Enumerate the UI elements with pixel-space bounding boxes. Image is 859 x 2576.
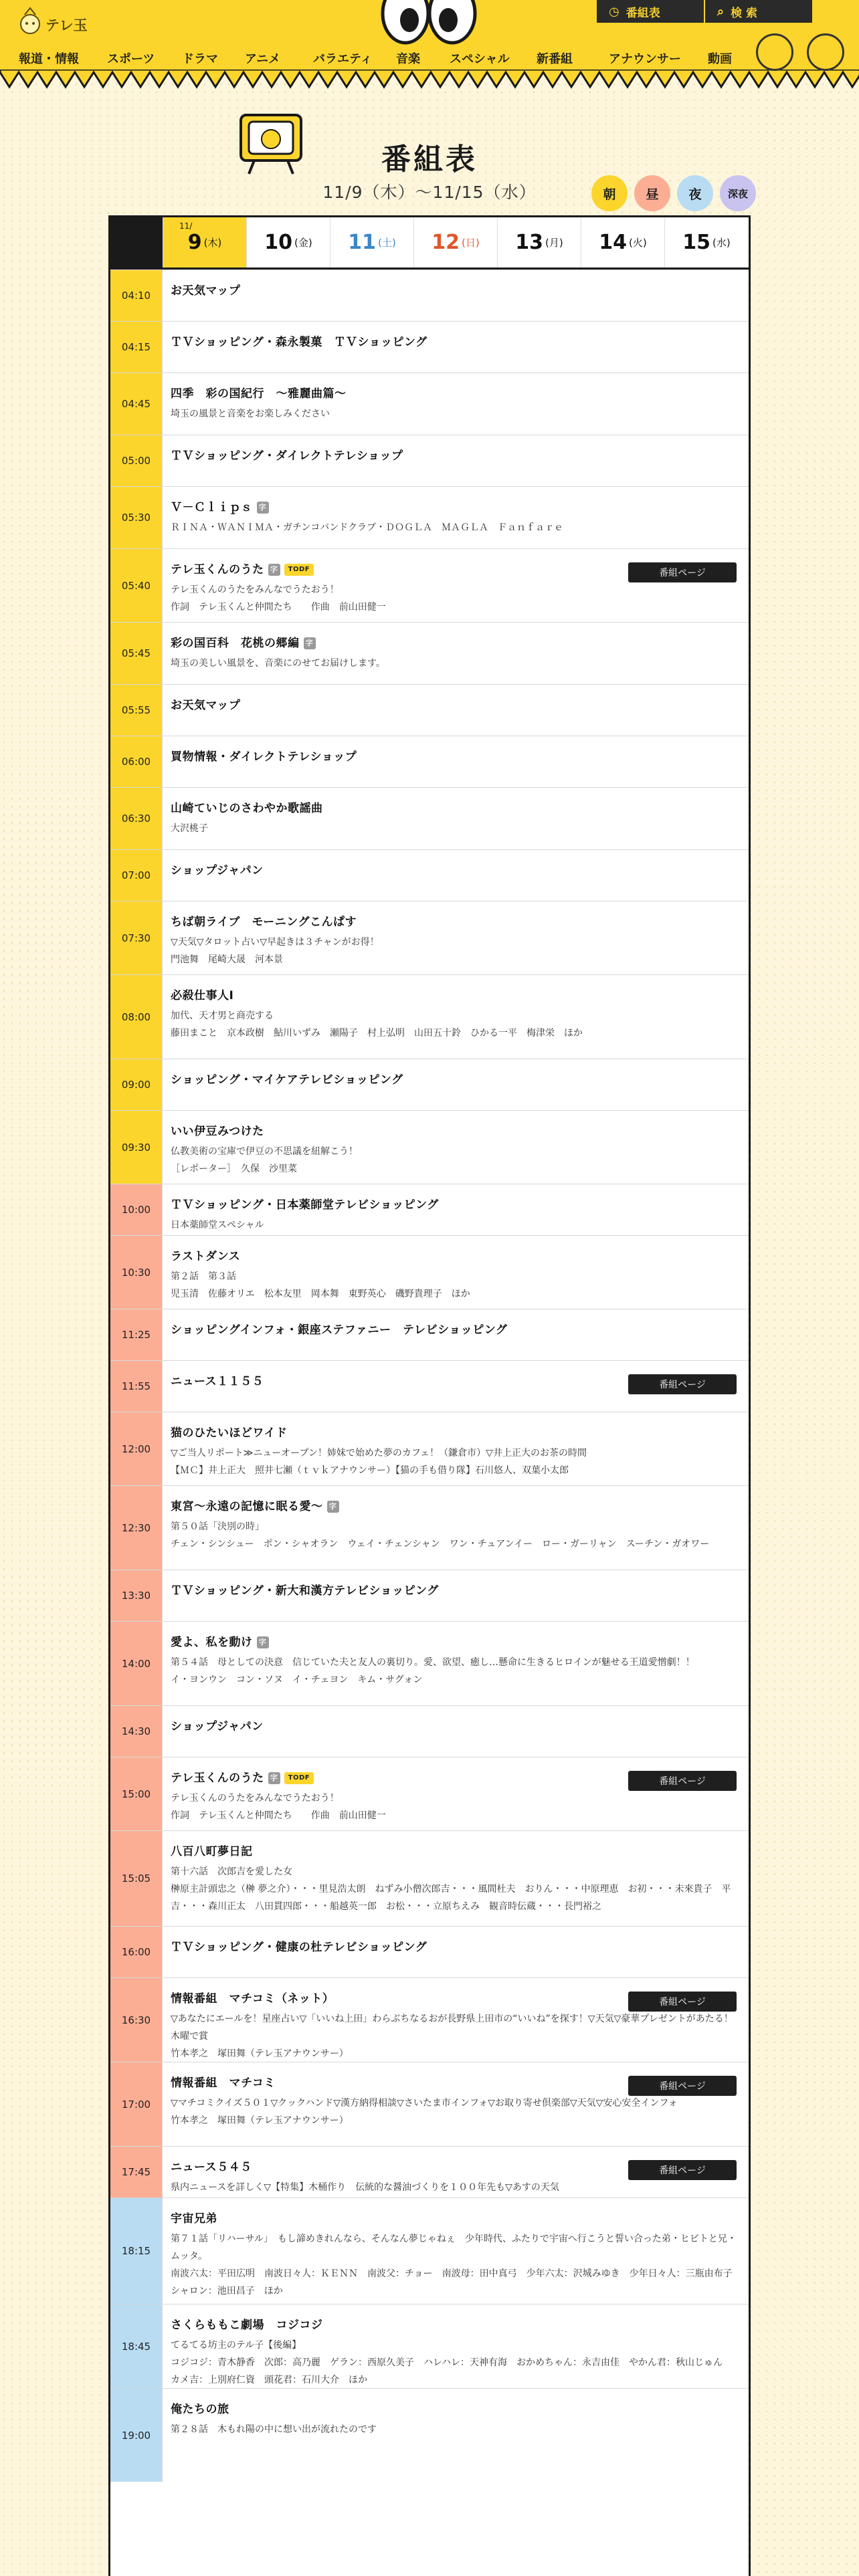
- program-time: 11:25: [110, 1309, 163, 1360]
- program-title[interactable]: 必殺仕事人Ⅰ: [171, 989, 234, 1002]
- day-number: 15: [682, 231, 711, 254]
- program-row[interactable]: [110, 1830, 749, 1926]
- program-time: 14:30: [110, 1706, 163, 1757]
- program-time: 18:45: [110, 2304, 163, 2388]
- program-content: [171, 748, 737, 766]
- program-content: [171, 914, 737, 968]
- program-time: 17:00: [110, 2062, 163, 2146]
- program-description: てるてる坊主のテル子【後編】: [171, 2340, 302, 2351]
- program-description: ［レポーター］ 久保 沙里菜: [171, 1164, 297, 1174]
- program-title-line: [171, 1196, 737, 1214]
- program-time: 05:00: [110, 435, 163, 486]
- program-content: [171, 1424, 737, 1479]
- program-title-line: [171, 987, 737, 1004]
- program-title-line: [171, 1071, 737, 1089]
- program-description: 県内ニュースを詳しく▽【特集】木桶作り 伝統的な醤油づくりを１００年先も▽あすの天気: [171, 2182, 559, 2193]
- program-time: 07:00: [110, 850, 163, 901]
- program-description: 第５４話 母としての決意 信じていた夫と友人の裏切り。愛、欲望、癒し…懸命に生きるヒロインが魅せる王道愛憎劇！！: [171, 1657, 695, 1668]
- anniversary-link-icon[interactable]: [807, 33, 844, 71]
- day-tabs-corner: [110, 217, 163, 267]
- program-content: [171, 697, 737, 714]
- mascot-eyes-icon: [379, 0, 479, 47]
- program-title-line: [171, 1424, 737, 1442]
- program-title-line: [171, 697, 737, 714]
- program-time: 04:15: [110, 322, 163, 372]
- program-row[interactable]: [110, 1235, 749, 1309]
- program-content: [171, 2317, 737, 2389]
- program-description: チェン・シンシュー ポン・シャオラン ウェイ・チェンシャン ワン・チュアンイー ロー・ガーリャン スーチン・ガオワー: [171, 1539, 710, 1549]
- program-title-line: [171, 1939, 737, 1956]
- schedule-table: [108, 215, 751, 2576]
- program-title-line: [171, 1582, 737, 1600]
- day-number: 14: [599, 231, 628, 254]
- program-list-button[interactable]: [597, 0, 704, 23]
- nav-item[interactable]: スポーツ: [107, 52, 155, 66]
- program-title[interactable]: 情報番組 マチコミ（ネット）: [171, 1992, 335, 2006]
- program-title[interactable]: 東宮～永遠の記憶に眠る愛～: [171, 1500, 323, 1513]
- program-description: 南波六太：平田広明 南波日々人：ＫＥＮＮ 南波父：チョー 南波母：田中真弓 少年六太：沢城みゆき 少年日々人：三瓶由布子 シャロン：池田昌子 ほか: [171, 2268, 742, 2296]
- program-description: テレ玉くんのうたをみんなでうたおう！: [171, 1793, 339, 1804]
- day-number: 11: [348, 231, 377, 254]
- program-title[interactable]: ＴＶショッピング・日本薬師堂テレビショッピング: [171, 1198, 439, 1212]
- program-title[interactable]: ＴＶショッピング・健康の杜テレビショッピング: [171, 1941, 427, 1954]
- subtitle-badge: 字: [268, 564, 280, 576]
- program-row[interactable]: [110, 1570, 749, 1621]
- program-title-line: [171, 1321, 737, 1339]
- day-number: 13: [515, 231, 544, 254]
- program-title-line: [171, 1498, 737, 1515]
- nav-item[interactable]: アニメ: [245, 52, 281, 66]
- program-title[interactable]: ラストダンス: [171, 1250, 241, 1263]
- program-time: 04:10: [110, 270, 163, 321]
- program-title-line: [171, 2401, 737, 2418]
- program-time: 12:00: [110, 1412, 163, 1485]
- program-row[interactable]: [110, 1412, 749, 1485]
- program-description: 第５０話「決別の時」: [171, 1521, 264, 1532]
- program-title[interactable]: ショッピングインフォ・銀座ステファニー テレビショッピング: [171, 1323, 508, 1337]
- program-time: 14:00: [110, 1622, 163, 1705]
- program-title[interactable]: Ｖ－Ｃｌｉｐｓ: [171, 501, 253, 514]
- day-weekday: (木): [203, 237, 222, 249]
- program-title-line: [171, 800, 737, 817]
- program-time: 16:30: [110, 1978, 163, 2062]
- program-time: 05:45: [110, 623, 163, 684]
- day-weekday: (月): [545, 237, 563, 249]
- program-row[interactable]: [110, 974, 749, 1059]
- program-content: [171, 1843, 737, 1915]
- program-content: [171, 635, 737, 672]
- nav-item[interactable]: 音楽: [396, 52, 420, 66]
- program-title-line: [171, 334, 737, 351]
- day-number: 12: [432, 231, 460, 254]
- program-content: [171, 862, 737, 879]
- todf-badge: TODF: [284, 564, 314, 576]
- program-time: 15:00: [110, 1757, 163, 1830]
- nav-item[interactable]: ドラマ: [182, 52, 218, 66]
- tv-mascot-link-icon[interactable]: [756, 33, 793, 71]
- program-content: [171, 1071, 737, 1089]
- program-description: ▽ご当人リポート≫ニューオープン！姉妹で始めた夢のカフェ！（鎌倉市）▽井上正大のお茶の時間: [171, 1448, 587, 1459]
- program-description: ▽マチコミクイズ５０１▽クックハンド▽漢方納得相談▽さいたま市インフォ▽お取り寄せ倶楽部▽天気▽安心安全インフォ: [171, 2098, 678, 2109]
- program-title-line: [171, 447, 737, 465]
- date-range: 11/9（木）～11/15（水）: [322, 183, 537, 202]
- main-nav: [19, 49, 732, 67]
- program-content: [171, 385, 737, 423]
- program-time: 18:15: [110, 2198, 163, 2304]
- search-label: 検 索: [731, 6, 758, 20]
- program-description: ▽あなたにエールを！星座占い▽「いいね上田」わらぶちなるおが長野県上田市の“いいね”を探す！▽天気▽豪華プレゼントがあたる！木曜で賞: [171, 2014, 733, 2042]
- day-weekday: (水): [712, 237, 731, 249]
- program-row[interactable]: [110, 321, 749, 372]
- logo-mascot-icon: [19, 5, 41, 36]
- program-row[interactable]: [110, 1059, 749, 1110]
- day-number: 10: [264, 231, 293, 254]
- program-title[interactable]: ＴＶショッピング・ダイレクトテレショップ: [171, 449, 403, 463]
- program-title-line: [171, 1634, 737, 1651]
- program-content: [171, 1634, 737, 1689]
- program-title-line: [171, 748, 737, 766]
- nav-item[interactable]: 報道・情報: [19, 52, 79, 66]
- program-row[interactable]: [110, 372, 749, 435]
- program-description: 藤田まこと 京本政樹 鮎川いずみ 瀬陽子 村上弘明 山田五十鈴 ひかる一平 梅津栄 ほか: [171, 1028, 583, 1039]
- program-title[interactable]: ちば朝ライブ モーニングこんぱす: [171, 916, 357, 929]
- program-description: 第２８話 木もれ陽の中に想い出が流れたのです: [171, 2424, 377, 2435]
- program-page-button[interactable]: 番組ページ: [628, 2076, 737, 2096]
- search-icon: ⌕: [717, 4, 725, 19]
- program-title[interactable]: ニュース５４５: [171, 2161, 252, 2174]
- subtitle-badge: 字: [257, 502, 269, 514]
- program-title[interactable]: 猫のひたいほどワイド: [171, 1426, 288, 1440]
- day-tab[interactable]: [330, 217, 413, 267]
- program-row[interactable]: [110, 787, 749, 849]
- logo-text: テレ玉: [45, 17, 88, 33]
- day-weekday: (火): [629, 237, 647, 249]
- day-tab[interactable]: [497, 217, 581, 267]
- header-zigzag: [0, 70, 859, 96]
- program-title-line: [171, 499, 737, 516]
- program-title[interactable]: いい伊豆みつけた: [171, 1125, 264, 1138]
- subtitle-badge: 字: [327, 1501, 339, 1513]
- program-title[interactable]: 買物情報・ダイレクトテレショップ: [171, 750, 357, 764]
- program-row[interactable]: [110, 270, 749, 321]
- program-title-line: [171, 1123, 737, 1140]
- program-title-line: [171, 862, 737, 879]
- program-description: テレ玉くんのうたをみんなでうたおう！: [171, 584, 339, 595]
- day-tabs: [110, 217, 749, 270]
- program-description: 第７１話「リハーサル」 もし諦めきれんなら、そんなん夢じゃねぇ 少年時代、ふたりで宇宙へ行こうと誓い合った弟・ヒビトと兄・ムッタ。: [171, 2234, 737, 2262]
- program-list-label: 番組表: [626, 6, 660, 20]
- page-title: 番組表: [381, 142, 478, 177]
- program-row[interactable]: [110, 1757, 749, 1830]
- time-band-button[interactable]: 朝: [591, 175, 628, 211]
- program-time: 08:00: [110, 975, 163, 1059]
- program-description: ▽天気▽タロット占い▽早起きは３チャンがお得！: [171, 937, 379, 948]
- day-month: 11/: [179, 221, 193, 231]
- day-tab[interactable]: [163, 217, 246, 267]
- program-title-line: [171, 2210, 737, 2228]
- program-time: 10:00: [110, 1184, 163, 1235]
- program-description: イ・ヨンウン コン・ソヌ イ・チェヨン キム・サグォン: [171, 1675, 423, 1685]
- day-number: 9: [187, 231, 202, 254]
- program-row[interactable]: [110, 435, 749, 486]
- site-header: [0, 0, 859, 94]
- subtitle-badge: 字: [304, 637, 316, 649]
- program-title-line: [171, 282, 737, 300]
- program-page-button[interactable]: 番組ページ: [628, 1374, 737, 1394]
- program-time: 13:30: [110, 1570, 163, 1621]
- program-description: 埼玉の美しい風景を、音楽にのせてお届けします。: [171, 658, 385, 669]
- day-weekday: (金): [294, 237, 312, 249]
- program-description: 第十六話 次郎吉を愛した女: [171, 1866, 292, 1877]
- program-time: 15:05: [110, 1831, 163, 1926]
- program-time: 05:40: [110, 549, 163, 622]
- subtitle-badge: 字: [268, 1772, 280, 1784]
- program-row[interactable]: [110, 1926, 749, 1977]
- program-row[interactable]: [110, 2146, 749, 2197]
- program-content: [171, 499, 737, 536]
- nav-item[interactable]: 新番組: [537, 52, 573, 66]
- program-content: [171, 800, 737, 837]
- program-content: [171, 334, 737, 351]
- program-row[interactable]: [110, 622, 749, 684]
- program-description: 榊原主計頭忠之（榊 夢之介）・・・里見浩太朗 ねずみ小僧次郎吉・・・風間杜夫 おりん・・・中原理恵 お初・・・未來貴子 平吉・・・森川正太 八田貫四郎・・・船越英一郎 お松・・・立原ちえみ 観音時伝蔵・・・長門裕之: [171, 1884, 731, 1912]
- program-time: 05:30: [110, 487, 163, 548]
- day-tab[interactable]: [664, 217, 748, 267]
- program-content: [171, 1718, 737, 1735]
- program-title-line: [171, 1248, 737, 1265]
- program-title[interactable]: ショッピング・マイケアテレビショッピング: [171, 1073, 403, 1087]
- day-tab[interactable]: [413, 217, 497, 267]
- program-time: 11:55: [110, 1361, 163, 1412]
- program-content: [171, 1582, 737, 1600]
- program-row[interactable]: [110, 1110, 749, 1184]
- program-row[interactable]: [110, 1309, 749, 1360]
- program-time: 10:30: [110, 1236, 163, 1309]
- program-title[interactable]: 情報番組 マチコミ: [171, 2076, 276, 2090]
- program-description: 大沢桃子: [171, 823, 208, 834]
- day-weekday: (日): [462, 237, 480, 249]
- program-title[interactable]: 愛よ、私を動け: [171, 1636, 253, 1649]
- program-description: 門池舞 尾崎大晟 河本景: [171, 954, 283, 965]
- clock-icon: ◷: [609, 4, 619, 19]
- program-title[interactable]: ニュース１１５５: [171, 1375, 264, 1388]
- program-content: [171, 1939, 737, 1956]
- program-row[interactable]: [110, 2304, 749, 2388]
- nav-item[interactable]: アナウンサー: [609, 52, 681, 66]
- program-page-button[interactable]: 番組ページ: [628, 1992, 737, 2012]
- program-title[interactable]: 八百八町夢日記: [171, 1845, 253, 1858]
- program-content: [171, 1123, 737, 1178]
- program-description: 竹本孝之 塚田舞（テレ玉アナウンサー）: [171, 2048, 349, 2059]
- program-description: 【ＭＣ】井上正大 照井七瀬（ｔｖｋアナウンサー）【猫の手も借り隊】石川悠人、双葉小太郎: [171, 1465, 569, 1476]
- program-time: 06:00: [110, 736, 163, 787]
- program-time: 16:00: [110, 1927, 163, 1977]
- program-description: 作詞 テレ玉くんと仲間たち 作曲 前山田健一: [171, 1810, 386, 1821]
- program-row[interactable]: [110, 1705, 749, 1757]
- program-page-button[interactable]: 番組ページ: [628, 2160, 737, 2180]
- program-content: [171, 1321, 737, 1339]
- program-content: [171, 987, 737, 1042]
- time-band-button[interactable]: 深夜: [720, 175, 756, 211]
- program-row[interactable]: [110, 2388, 749, 2482]
- program-row[interactable]: [110, 849, 749, 901]
- program-content: [171, 1248, 737, 1303]
- program-description: 第２話 第３話: [171, 1271, 236, 1282]
- program-title[interactable]: お天気マップ: [171, 284, 241, 298]
- program-description: 作詞 テレ玉くんと仲間たち 作曲 前山田健一: [171, 602, 386, 613]
- program-title[interactable]: お天気マップ: [171, 699, 241, 712]
- todf-badge: TODF: [284, 1772, 314, 1784]
- program-content: [171, 2210, 742, 2300]
- program-title[interactable]: ＴＶショッピング・森永製菓 ＴＶショッピング: [171, 336, 427, 349]
- program-description: ＲＩＮＡ・ＷＡＮＩＭＡ・ガチンコバンドクラブ・ＤＯＧＬＡ ＭＡＧＬＡ Ｆａｎｆａｒｅ: [171, 522, 564, 533]
- program-time: 17:45: [110, 2147, 163, 2197]
- program-row[interactable]: [110, 1360, 749, 1412]
- nav-item[interactable]: バラエティ: [313, 52, 373, 66]
- program-title[interactable]: 俺たちの旅: [171, 2403, 229, 2416]
- program-title[interactable]: さくらももこ劇場 コジコジ: [171, 2319, 323, 2332]
- program-row[interactable]: [110, 901, 749, 974]
- program-title-line: [171, 914, 737, 931]
- nav-item[interactable]: スペシャル: [450, 52, 510, 66]
- program-title[interactable]: ショップジャパン: [171, 864, 264, 877]
- time-band-button[interactable]: 夜: [677, 175, 713, 211]
- day-tab[interactable]: [581, 217, 664, 267]
- program-title[interactable]: ショップジャパン: [171, 1720, 264, 1733]
- program-row[interactable]: [110, 548, 749, 622]
- program-time: 07:30: [110, 901, 163, 974]
- program-title-line: [171, 1718, 737, 1735]
- program-description: 竹本孝之 塚田舞（テレ玉アナウンサー）: [171, 2115, 349, 2126]
- program-content: [171, 447, 737, 465]
- program-content: [171, 1498, 737, 1553]
- program-time: 12:30: [110, 1486, 163, 1570]
- program-description: 埼玉の風景と音楽をお楽しみください: [171, 409, 330, 419]
- program-row[interactable]: [110, 486, 749, 548]
- program-title[interactable]: テレ玉くんのうた: [171, 563, 264, 576]
- program-time: 06:30: [110, 788, 163, 849]
- program-description: 加代、天才男と商売する: [171, 1010, 274, 1021]
- program-title-line: [171, 385, 737, 403]
- day-tab[interactable]: [246, 217, 330, 267]
- program-time: 04:45: [110, 373, 163, 435]
- time-band-button[interactable]: 昼: [634, 175, 670, 211]
- program-title[interactable]: ＴＶショッピング・新大和漢方テレビショッピング: [171, 1584, 439, 1598]
- program-row[interactable]: [110, 1977, 749, 2062]
- program-content: [171, 1196, 737, 1234]
- program-row[interactable]: [110, 1184, 749, 1235]
- program-time: 19:00: [110, 2389, 163, 2482]
- page-title-area: [0, 100, 859, 207]
- program-title[interactable]: 宇宙兄弟: [171, 2212, 217, 2226]
- search-button[interactable]: [705, 0, 812, 23]
- nav-item[interactable]: 動画: [708, 52, 732, 66]
- program-page-button[interactable]: 番組ページ: [628, 562, 737, 582]
- program-content: [171, 2401, 737, 2438]
- program-row[interactable]: [110, 1485, 749, 1570]
- program-row[interactable]: [110, 2062, 749, 2146]
- program-title[interactable]: 彩の国百科 花桃の郷編: [171, 637, 300, 650]
- program-description: 児玉清 佐藤オリエ 松本友里 岡本舞 東野英心 磯野貴理子 ほか: [171, 1289, 470, 1299]
- program-title[interactable]: テレ玉くんのうた: [171, 1772, 264, 1785]
- program-row[interactable]: [110, 2197, 749, 2304]
- day-weekday: (土): [378, 237, 396, 249]
- program-title-line: [171, 635, 737, 652]
- program-description: コジコジ：青木静香 次郎：高乃麗 ゲラン：西原久美子 ハレハレ：天神有海 おかめちゃん：永吉由佳 やかん君：秋山じゅん カメ吉：上別府仁資 頭花君：石川大介 ほか: [171, 2357, 733, 2385]
- program-row[interactable]: [110, 1621, 749, 1705]
- program-title-line: [171, 1843, 737, 1860]
- program-title-line: [171, 2317, 737, 2334]
- program-description: 日本薬師堂スペシャル: [171, 1220, 264, 1230]
- program-title[interactable]: 山崎ていじのさわやか歌謡曲: [171, 802, 323, 815]
- program-content: [171, 282, 737, 300]
- program-title[interactable]: 四季 彩の国紀行 ～雅麗曲篇～: [171, 387, 347, 401]
- subtitle-badge: 字: [257, 1636, 269, 1648]
- program-time: 09:30: [110, 1111, 163, 1184]
- program-page-button[interactable]: 番組ページ: [628, 1771, 737, 1791]
- program-row[interactable]: [110, 736, 749, 787]
- site-logo[interactable]: [19, 5, 92, 39]
- program-time: 05:55: [110, 685, 163, 736]
- program-row[interactable]: [110, 684, 749, 736]
- program-time: 09:00: [110, 1059, 163, 1110]
- program-description: 仏教美術の宝庫で伊豆の不思議を紐解こう！: [171, 1146, 358, 1157]
